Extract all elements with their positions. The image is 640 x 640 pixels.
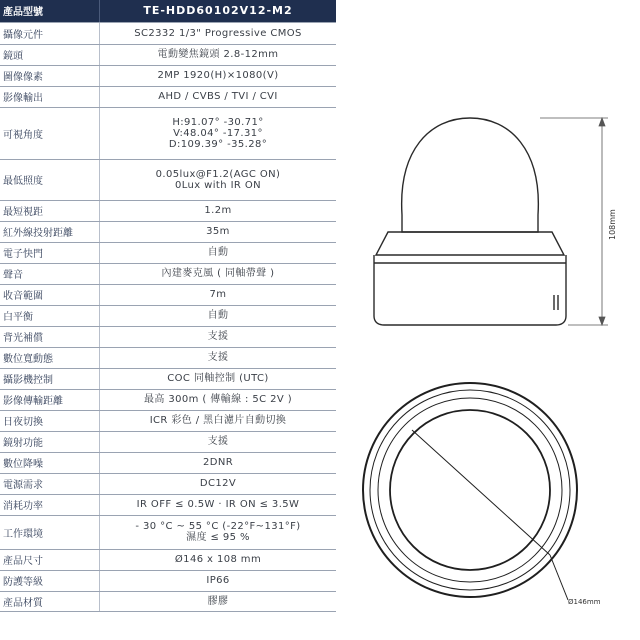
spec-value: 自動 xyxy=(100,305,337,326)
spec-row xyxy=(0,242,336,263)
outer-ring xyxy=(363,383,577,597)
spec-label: 鏡頭 xyxy=(0,44,100,65)
spec-value: AHD / CVBS / TVI / CVI xyxy=(100,86,337,107)
ring-3 xyxy=(378,398,562,582)
spec-label: 產品材質 xyxy=(0,591,100,611)
spec-label: 數位寬動態 xyxy=(0,347,100,368)
ring-2 xyxy=(370,390,570,590)
spec-label: 白平衡 xyxy=(0,305,100,326)
spec-row xyxy=(0,570,336,591)
dim-arrow-bottom xyxy=(599,317,605,325)
housing-top xyxy=(376,232,564,255)
spec-value: COC 同軸控制 (UTC) xyxy=(100,368,337,389)
dome-base xyxy=(402,215,538,232)
spec-label: 產品型號 xyxy=(0,0,100,22)
spec-row xyxy=(0,305,336,326)
spec-value: 2MP 1920(H)×1080(V) xyxy=(100,65,337,86)
spec-row xyxy=(0,200,336,221)
spec-value: ICR 彩色 / 黑白濾片自動切換 xyxy=(100,410,337,431)
spec-row xyxy=(0,159,336,200)
spec-value: SC2332 1/3" Progressive CMOS xyxy=(100,22,337,44)
spec-label: 鏡射功能 xyxy=(0,431,100,452)
spec-label: 收音範圍 xyxy=(0,284,100,305)
spec-label: 日夜切換 xyxy=(0,410,100,431)
spec-label: 工作環境 xyxy=(0,515,100,549)
spec-label: 電子快門 xyxy=(0,242,100,263)
spec-value: DC12V xyxy=(100,473,337,494)
spec-label: 防護等級 xyxy=(0,570,100,591)
spec-row xyxy=(0,284,336,305)
dome-circle xyxy=(390,410,550,570)
spec-value: IR OFF ≤ 0.5W · IR ON ≤ 3.5W xyxy=(100,494,337,515)
spec-label: 最低照度 xyxy=(0,159,100,200)
model-number: TE-HDD60102V12-M2 xyxy=(100,0,337,22)
diameter-line xyxy=(412,430,550,555)
spec-row xyxy=(0,494,336,515)
spec-label: 電源需求 xyxy=(0,473,100,494)
spec-row xyxy=(0,107,336,159)
spec-label: 消耗功率 xyxy=(0,494,100,515)
spec-value: 0.05lux@F1.2(AGC ON) 0Lux with IR ON xyxy=(100,159,337,200)
housing-body xyxy=(374,255,566,325)
spec-value: H:91.07° -30.71° V:48.04° -17.31° D:109.39° -35.28° xyxy=(100,107,337,159)
spec-label: 聲音 xyxy=(0,263,100,284)
spec-row xyxy=(0,368,336,389)
spec-value: 支援 xyxy=(100,347,337,368)
spec-value: 內建麥克風 ( 同軸帶聲 ) xyxy=(100,263,337,284)
spec-row xyxy=(0,221,336,242)
spec-row xyxy=(0,326,336,347)
spec-value: 支援 xyxy=(100,326,337,347)
spec-value: 電動變焦鏡頭 2.8-12mm xyxy=(100,44,337,65)
spec-value: 最高 300m ( 傳輸線 : 5C 2V ) xyxy=(100,389,337,410)
spec-row xyxy=(0,347,336,368)
spec-value: 7m xyxy=(100,284,337,305)
spec-value: 1.2m xyxy=(100,200,337,221)
spec-value: 2DNR xyxy=(100,452,337,473)
spec-label: 影像輸出 xyxy=(0,86,100,107)
spec-row xyxy=(0,263,336,284)
dim-arrow-top xyxy=(599,118,605,126)
spec-row xyxy=(0,65,336,86)
spec-row xyxy=(0,591,336,611)
side-view xyxy=(374,118,566,325)
spec-label: 背光補償 xyxy=(0,326,100,347)
spec-row xyxy=(0,22,336,44)
spec-row xyxy=(0,473,336,494)
spec-value: - 30 °C ~ 55 °C (-22°F~131°F) 濕度 ≤ 95 % xyxy=(100,515,337,549)
spec-row xyxy=(0,86,336,107)
spec-label: 數位降噪 xyxy=(0,452,100,473)
spec-label: 最短視距 xyxy=(0,200,100,221)
leader-line xyxy=(550,555,568,600)
spec-label: 攝影機控制 xyxy=(0,368,100,389)
diameter-label: Ø146mm xyxy=(568,598,601,606)
spec-value: IP66 xyxy=(100,570,337,591)
spec-label: 影像傳輸距離 xyxy=(0,389,100,410)
spec-label: 圖像像素 xyxy=(0,65,100,86)
spec-value: 35m xyxy=(100,221,337,242)
spec-row xyxy=(0,410,336,431)
spec-row xyxy=(0,389,336,410)
spec-label: 攝像元件 xyxy=(0,22,100,44)
bottom-view xyxy=(363,383,577,600)
spec-row xyxy=(0,452,336,473)
dome-outline xyxy=(402,118,539,215)
spec-value: Ø146 x 108 mm xyxy=(100,549,337,570)
spec-value: 膠膠 xyxy=(100,591,337,611)
camera-drawing xyxy=(340,0,640,640)
height-label: 108mm xyxy=(608,209,617,240)
spec-label: 產品尺寸 xyxy=(0,549,100,570)
spec-row xyxy=(0,515,336,549)
spec-row xyxy=(0,431,336,452)
height-dimension xyxy=(540,118,608,325)
spec-header-row xyxy=(0,0,336,22)
spec-label: 可視角度 xyxy=(0,107,100,159)
spec-row xyxy=(0,44,336,65)
spec-label: 紅外線投射距離 xyxy=(0,221,100,242)
spec-value: 支援 xyxy=(100,431,337,452)
spec-row xyxy=(0,549,336,570)
spec-value: 自動 xyxy=(100,242,337,263)
